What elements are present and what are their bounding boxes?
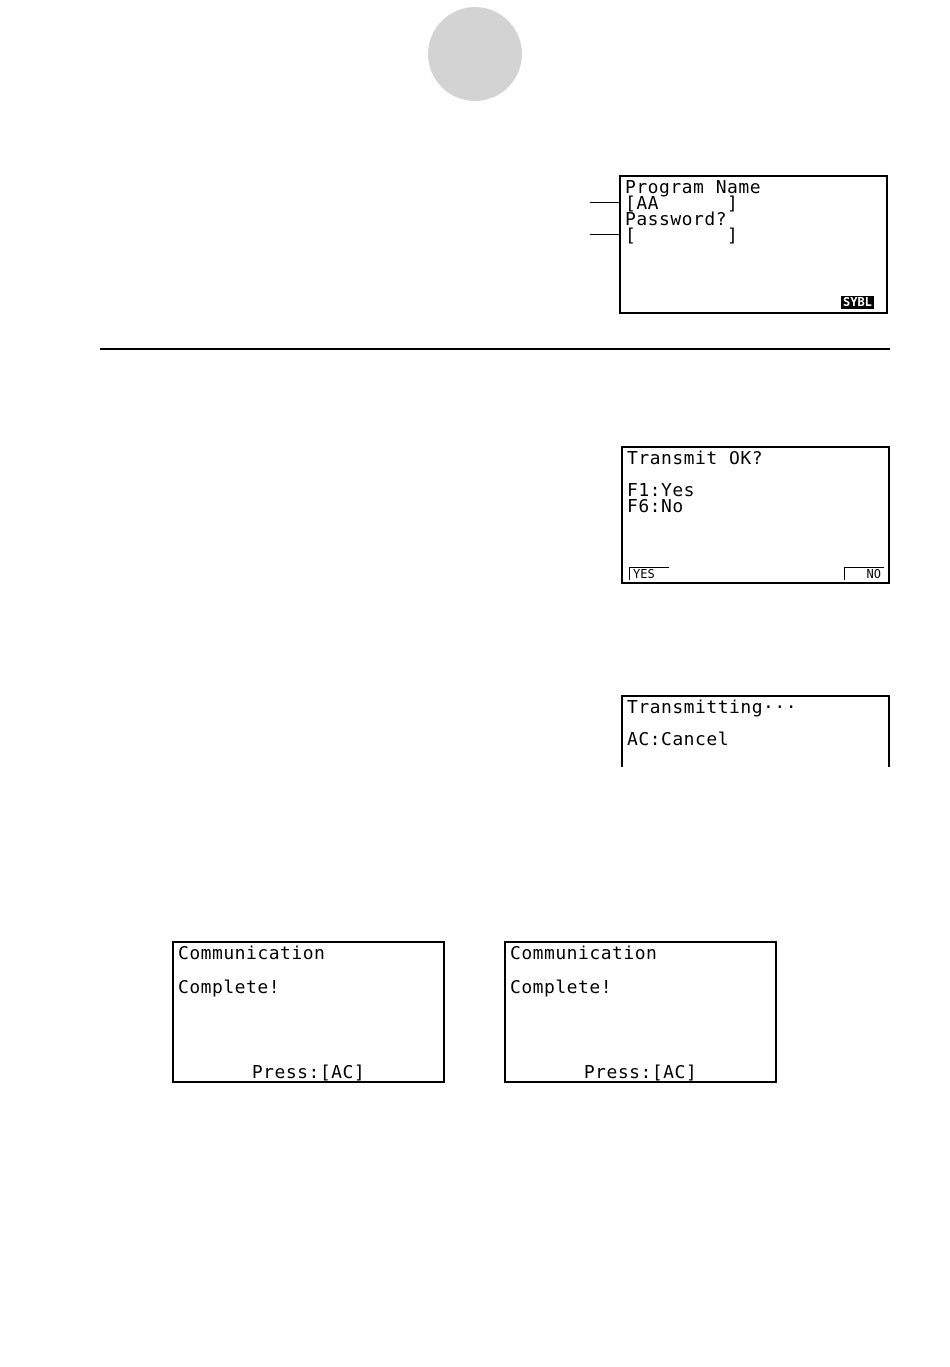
screen-title: Communication — [510, 943, 658, 964]
complete-screen-right — [504, 941, 777, 1083]
chapter-circle — [428, 7, 522, 101]
option-f1-yes: F1:Yes — [627, 480, 696, 501]
screen-title: Program Name — [625, 177, 762, 198]
transmit-ok-screen — [621, 446, 890, 584]
leader-line-name — [590, 202, 622, 203]
softkey-yes[interactable]: YES — [629, 567, 669, 580]
screen-title: Transmit OK? — [627, 448, 764, 469]
complete-screen-left — [172, 941, 445, 1083]
password-field[interactable]: [ ] — [625, 225, 739, 246]
screen-title: Transmitting··· — [627, 697, 798, 718]
softkey-sybl[interactable]: SYBL — [843, 295, 872, 309]
complete-message: Complete! — [178, 977, 281, 998]
press-ac-footer: Press:[AC] — [251, 1062, 366, 1083]
softkey-no[interactable]: NO — [844, 567, 884, 580]
transmitting-screen — [621, 695, 890, 767]
password-prompt: Password? — [625, 209, 728, 230]
program-name-screen — [619, 175, 888, 314]
complete-message: Complete! — [510, 977, 613, 998]
press-ac-footer: Press:[AC] — [583, 1062, 698, 1083]
leader-line-password — [590, 234, 622, 235]
screen-title: Communication — [178, 943, 326, 964]
section-divider — [100, 348, 890, 350]
program-name-field[interactable]: [AA ] — [625, 193, 739, 214]
option-f6-no: F6:No — [627, 496, 684, 517]
cancel-hint: AC:Cancel — [627, 729, 730, 750]
